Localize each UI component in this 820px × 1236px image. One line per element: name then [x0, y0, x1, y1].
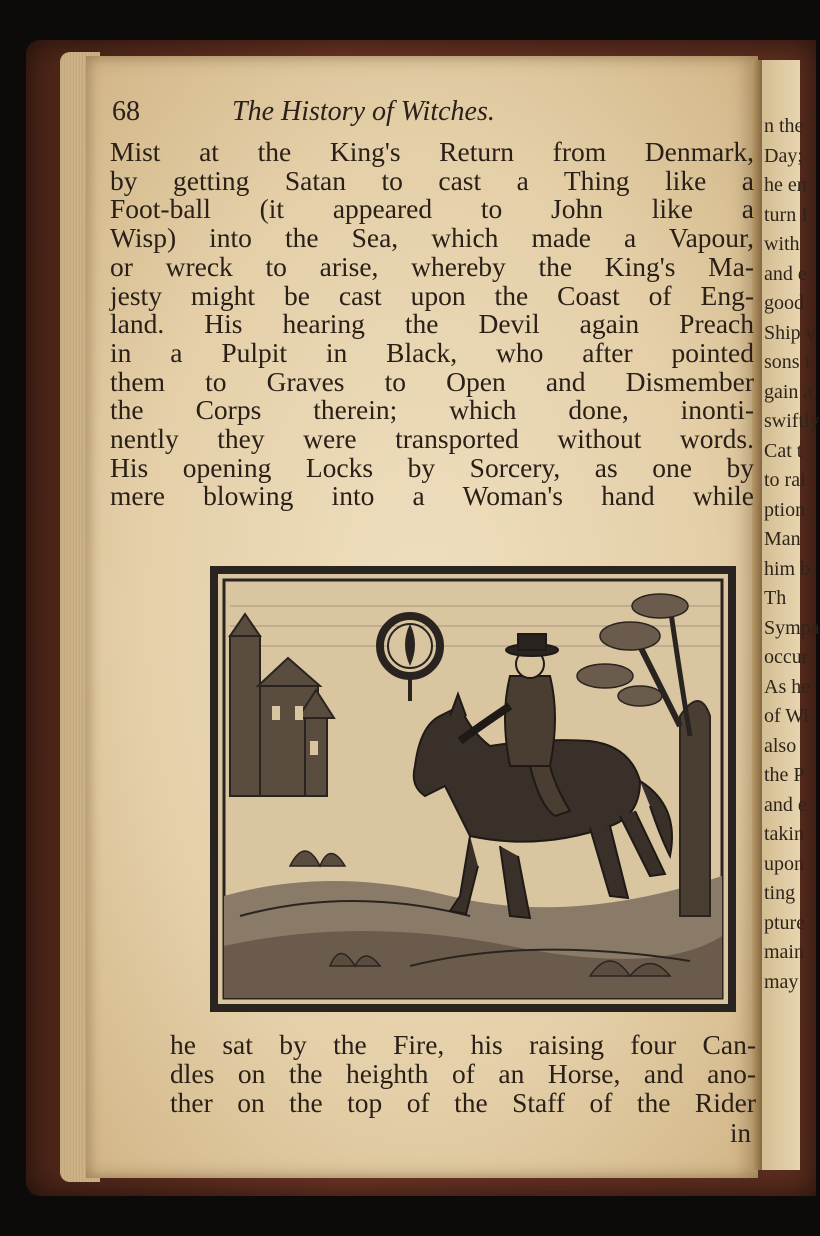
facing-page-fragment: with — [764, 233, 800, 255]
facing-page-fragment: occur — [764, 646, 809, 668]
text-line: in a Pulpit in Black, who after pointed — [110, 336, 754, 368]
page-number: 68 — [112, 96, 140, 127]
facing-page-fragment: gain a — [764, 380, 813, 403]
facing-page — [762, 60, 820, 1170]
facing-page-fragment: Ship v — [764, 321, 816, 344]
text-line: dles on the heighth of an Horse, and ano- — [170, 1058, 756, 1089]
facing-page-fragment: ting — [764, 882, 796, 904]
facing-page-fragment: As he — [764, 675, 811, 698]
facing-page-fragment: sons i — [764, 351, 811, 373]
facing-page-fragment: to rai — [764, 469, 806, 491]
facing-page-fragment: Cat t — [764, 439, 803, 462]
facing-page-fragment: and e — [764, 793, 807, 816]
facing-page-fragment: ption — [764, 498, 806, 521]
running-head — [112, 96, 672, 136]
text-line: the Corps therein; which done, inonti- — [110, 394, 754, 426]
facing-page-fragment: of Wi — [764, 705, 809, 727]
text-line: Mist at the King's Return from Denmark, — [110, 136, 754, 167]
text-line: or wreck to arise, whereby the King's Ma- — [110, 250, 754, 282]
body-text — [110, 138, 754, 511]
text-line: jesty might be cast upon the Coast of Eng- — [110, 279, 754, 311]
text-line: land. His hearing the Devil again Preach — [110, 308, 754, 340]
text-line: nently they were transported without words. — [110, 423, 754, 455]
text-line: ther on the top of the Staff of the Rider — [170, 1087, 756, 1118]
text-line: mere blowing into a Woman's hand while — [110, 480, 754, 512]
facing-page-fragment: swiftly — [764, 410, 820, 432]
text-line: he sat by the Fire, his raising four Can- — [170, 1029, 756, 1060]
facing-page-fragment: good — [764, 292, 804, 314]
text-line: them to Graves to Open and Dismember — [110, 365, 754, 397]
text-line: Foot-ball (it appeared to John like a — [110, 193, 754, 225]
facing-page-text — [762, 60, 820, 997]
catchword: in — [730, 1118, 752, 1148]
text-line: His opening Locks by Sorcery, as one by — [110, 451, 754, 483]
running-title: The History of Witches. — [232, 96, 495, 127]
text-line: by getting Satan to cast a Thing like a — [110, 164, 754, 196]
facing-page-fragment: Sympa — [764, 616, 820, 639]
facing-page-fragment: Man — [764, 528, 801, 550]
body-text-lower — [170, 1030, 756, 1117]
facing-page-fragment: turn I — [764, 203, 808, 226]
facing-page-fragment: may — [764, 970, 799, 993]
facing-page-fragment: takin — [764, 823, 804, 845]
facing-page-fragment: he en — [764, 174, 807, 196]
woodcut-image — [210, 566, 736, 1012]
facing-page-fragment: the P — [764, 764, 805, 786]
facing-page-fragment: main — [764, 941, 804, 963]
facing-page-fragment: him b — [764, 557, 811, 580]
facing-page-fragment: Day; — [764, 144, 803, 167]
facing-page-fragment: also — [764, 734, 797, 757]
facing-page-fragment: and e — [764, 262, 807, 285]
facing-page-fragment: pture — [764, 911, 806, 934]
text-line: Wisp) into the Sea, which made a Vapour, — [110, 222, 754, 254]
facing-page-fragment: n the — [764, 115, 804, 137]
woodcut-illustration — [210, 566, 736, 1012]
facing-page-fragment: upon — [764, 852, 804, 875]
facing-page-fragment: Th — [764, 587, 787, 609]
